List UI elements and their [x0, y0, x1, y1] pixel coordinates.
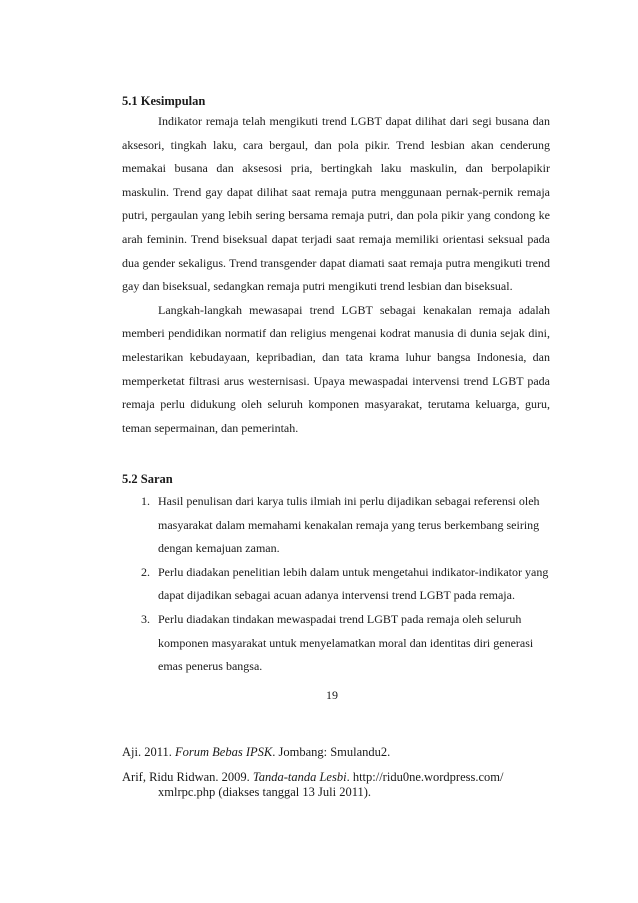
list-number: 1.	[141, 494, 150, 508]
reference-publisher: . Jombang: Smulandu2.	[272, 745, 391, 759]
reference-entry	[122, 745, 562, 760]
section-heading: 5.2 Saran	[122, 472, 173, 486]
reference-title: Tanda-tanda Lesbi	[252, 770, 347, 784]
section-kesimpulan	[122, 93, 550, 440]
reference-source: . http://ridu0ne.wordpress.com/ xmlrpc.php (diakses tanggal 13 Juli 2011).	[158, 770, 504, 799]
reference-author-year: Aji. 2011.	[122, 745, 176, 759]
paragraph: Langkah-langkah mewasapai trend LGBT sebagai kenakalan remaja adalah memberi pendidikan normatif dan religius mengenai kodrat manusia di dunia sejak dini, melestarikan kebudayaan, kepribadian, dan tata krama luhur bangsa Indonesia, dan memperketat filtrasi arus westernisasi. Upaya mewaspadai intervensi trend LGBT pada remaja perlu didukung oleh seluruh komponen masyarakat, terutama keluarga, guru, teman sepermainan, dan pemerintah.	[122, 302, 550, 435]
suggestion-list	[122, 490, 550, 679]
list-text: Perlu diadakan penelitian lebih dalam untuk mengetahui indikator-indikator yang dapat dijadikan sebagai acuan adanya intervensi trend LGBT pada remaja.	[158, 564, 549, 603]
reference-title: Forum Bebas IPSK	[175, 745, 273, 759]
list-item	[122, 608, 550, 679]
list-number: 3.	[141, 611, 150, 626]
page-number: 19	[326, 688, 338, 702]
references	[122, 745, 562, 810]
paragraph: Indikator remaja telah mengikuti trend LGBT dapat dilihat dari segi busana dan aksesori, tingkah laku, cara bergaul, dan pola pikir. Trend lesbian akan cenderung memakai busana dan aksesosi pria, bertingkah laku maskulin, dan berpolapikir maskulin. Trend gay dapat dilihat saat remaja putra menggunaan pernak-pernik remaja putri, pergaulan yang lebih sering bersama remaja putri, dan pola pikir yang condong ke arah feminin. Trend biseksual dapat terjadi saat remaja memiliki orientasi seksual pada dua gender sekaligus. Trend transgender dapat diamati saat remaja putra mengikuti trend gay dan biseksual, sedangkan remaja putri mengikuti trend lesbian dan biseksual.	[122, 114, 550, 294]
reference-author-year: Arif, Ridu Ridwan. 2009.	[122, 770, 253, 784]
list-number: 2.	[141, 564, 150, 579]
list-text: Hasil penulisan dari karya tulis ilmiah ini perlu dijadikan sebagai referensi oleh masyarakat dalam memahami kenakalan remaja yang terus berkembang seiring dengan kemajuan zaman.	[158, 494, 540, 556]
list-text: Perlu diadakan tindakan mewaspadai trend LGBT pada remaja oleh seluruh komponen masyarakat untuk menyelamatkan moral dan identitas diri generasi emas penerus bangsa.	[158, 611, 534, 674]
list-item	[122, 490, 550, 561]
section-saran	[122, 471, 550, 679]
list-item	[122, 561, 550, 608]
section-heading: 5.1 Kesimpulan	[122, 94, 206, 108]
reference-entry	[122, 770, 562, 800]
